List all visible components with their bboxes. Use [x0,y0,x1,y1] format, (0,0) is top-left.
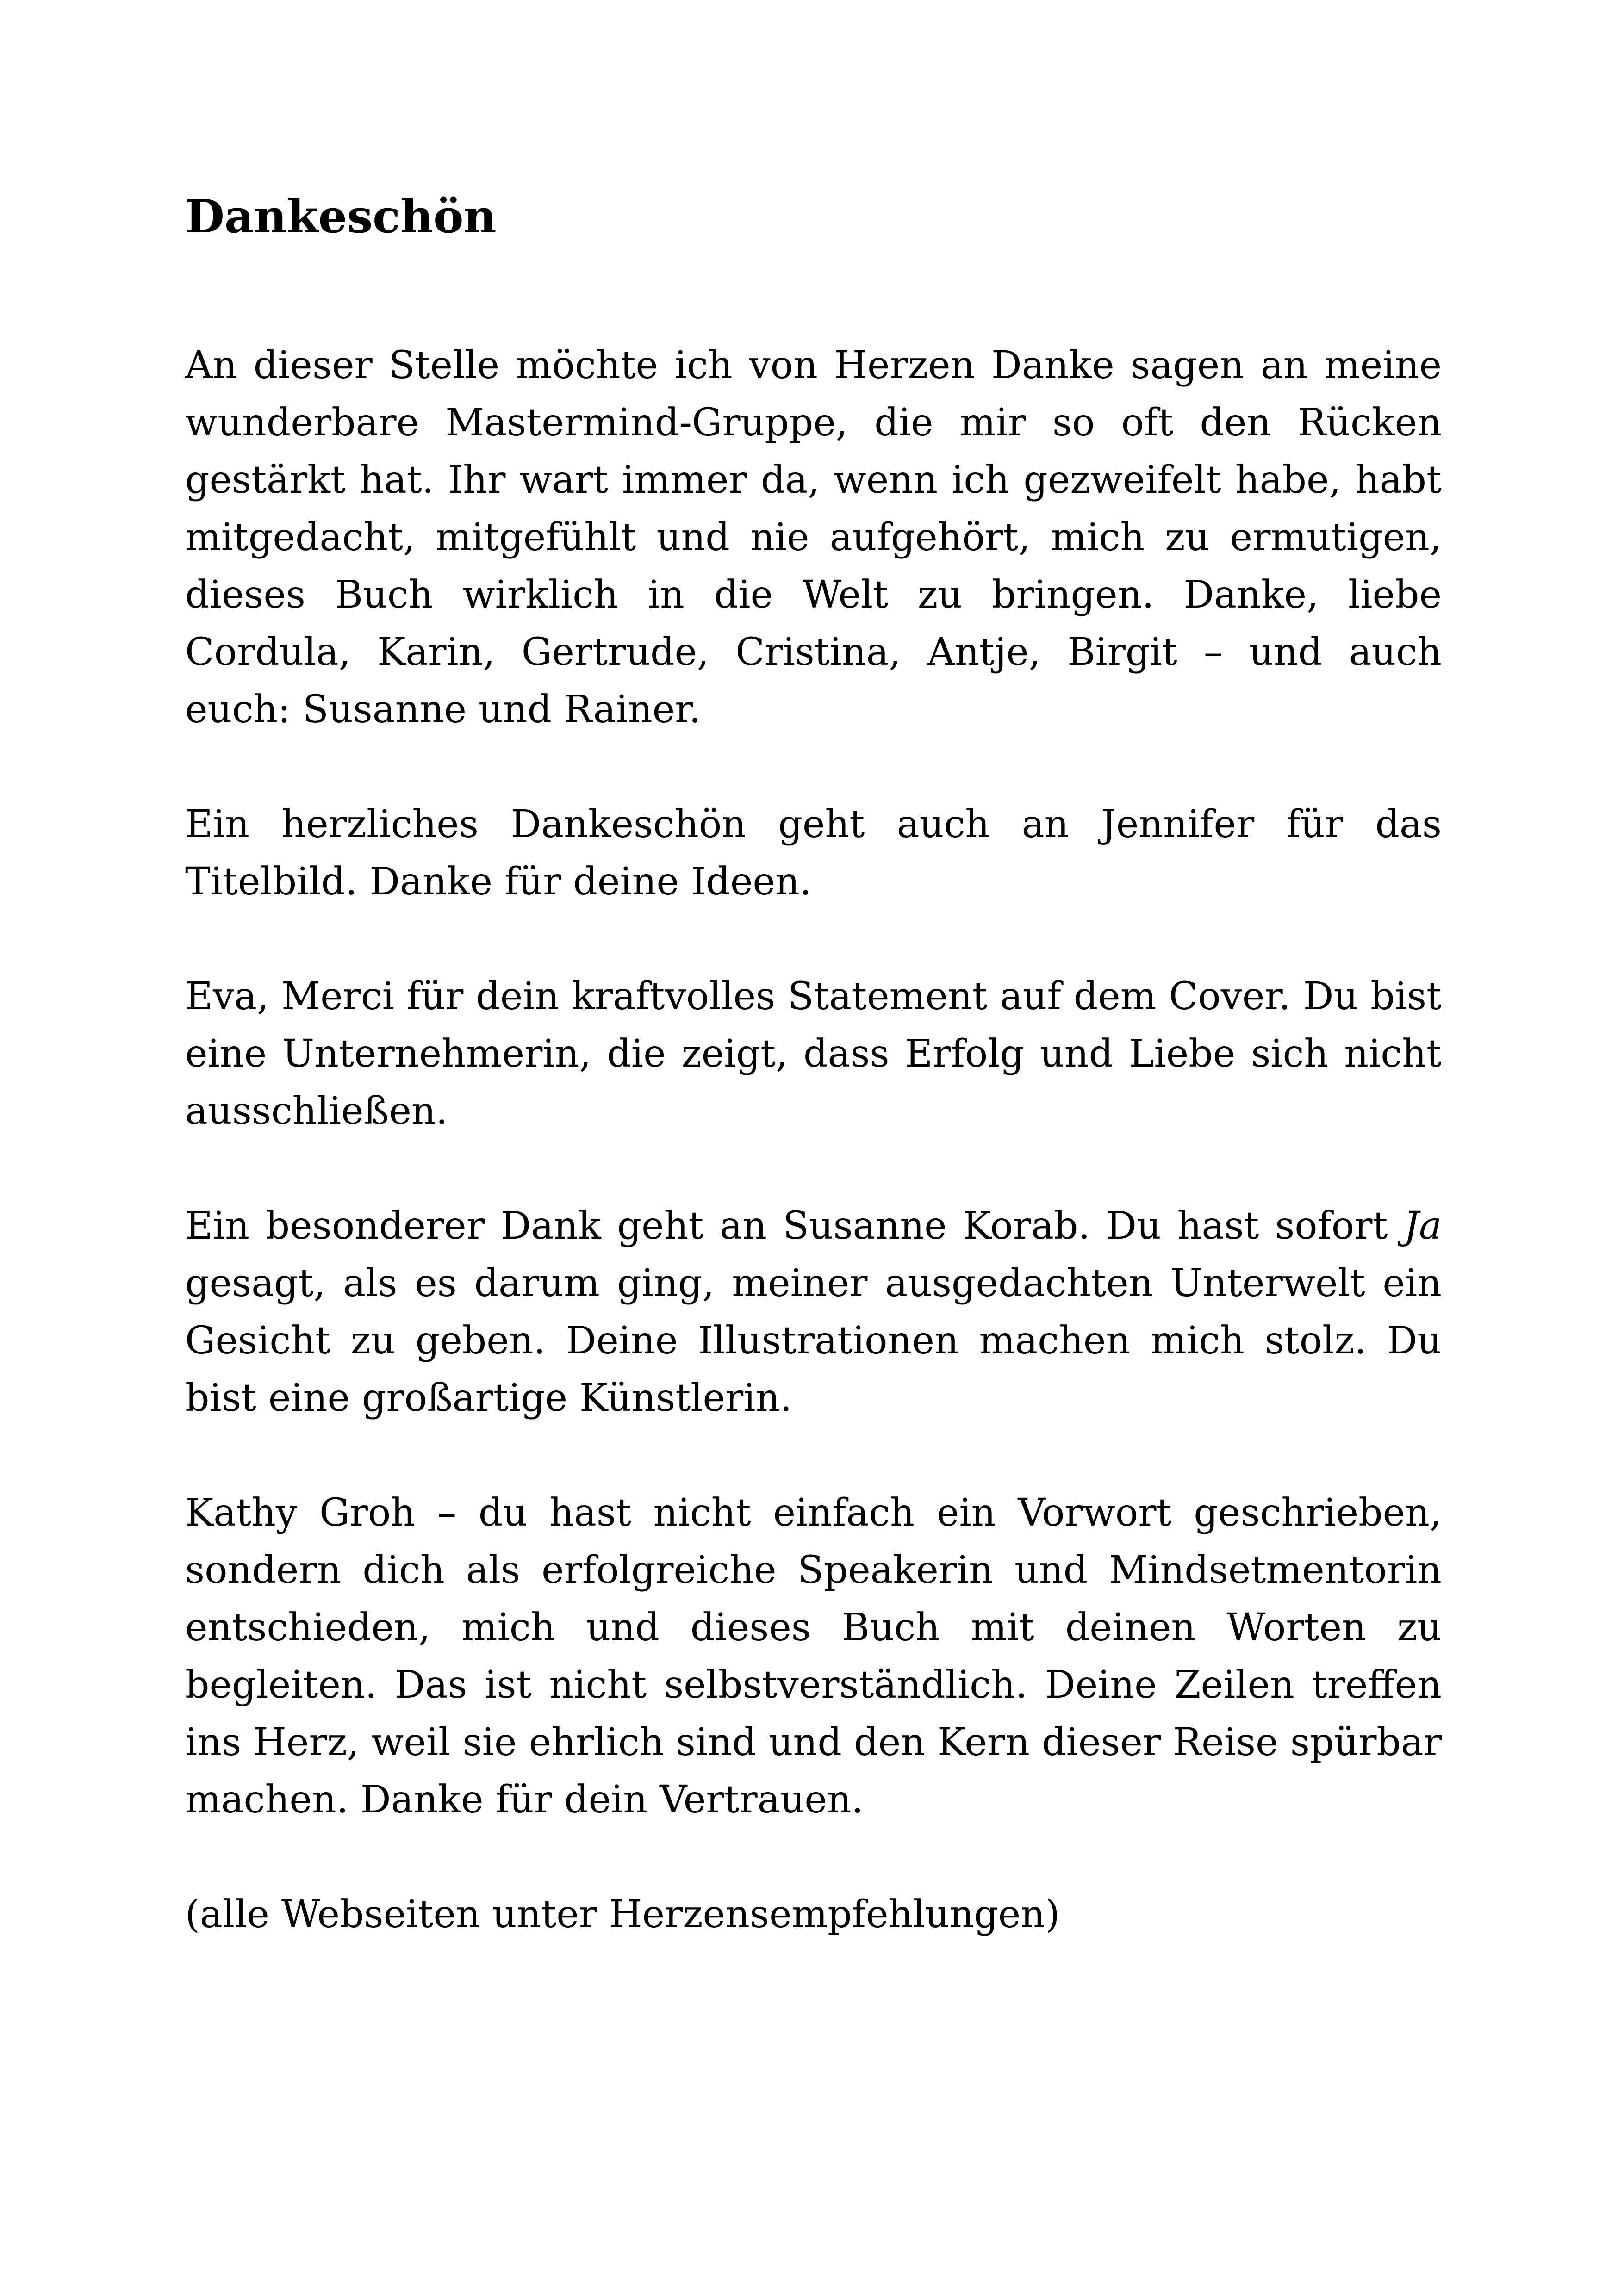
document-page [185,190,1442,2001]
paragraph-text-before-emphasis: Ein besonderer Dank geht an Susanne Korab. Du hast sofort [185,1204,1404,1248]
paragraph-cover-statement-thanks: Eva, Merci für dein kraftvolles Statement auf dem Cover. Du bist eine Unternehmerin, die zeigt, dass Erfolg und Liebe sich nicht ausschließen. [185,974,1442,1133]
paragraph-text-after-emphasis: gesagt, als es darum ging, meiner ausgedachten Unterwelt ein Gesicht zu geben. Deine Illustrationen machen mich stolz. Du bist eine großartige Künstlerin. [185,1261,1442,1420]
paragraph-mastermind-thanks: An dieser Stelle möchte ich von Herzen Danke sagen an meine wunderbare Mastermind-Gruppe, die mir so oft den Rücken gestärkt hat. Ihr wart immer da, wenn ich gezweifelt habe, habt mitgedacht, mitgefühlt und nie aufgehört, mich zu ermutigen, dieses Buch wirklich in die Welt zu bringen. Danke, liebe Cordula, Karin, Gertrude, Cristina, Antje, Birgit – und auch euch: Susanne und Rainer. [185,343,1442,732]
paragraph-foreword-thanks: Kathy Groh – du hast nicht einfach ein Vorwort geschrieben, sondern dich als erfolgreiche Speakerin und Mindsetmentorin entschieden, mich und dieses Buch mit deinen Worten zu begleiten. Das ist nicht selbstverständlich. Deine Zeilen treffen ins Herz, weil sie ehrlich sind und den Kern dieser Reise spürbar machen. Danke für dein Vertrauen. [185,1490,1442,1822]
paragraph-illustrator-thanks [185,1198,1442,1427]
paragraph-cover-image-thanks: Ein herzliches Dankeschön geht auch an Jennifer für das Titelbild. Danke für deine Ideen. [185,802,1442,904]
paragraph-website-note: (alle Webseiten unter Herzensempfehlungen) [185,1892,1060,1936]
page-title: Dankeschön [185,190,497,243]
emphasized-word: Ja [1404,1204,1442,1248]
